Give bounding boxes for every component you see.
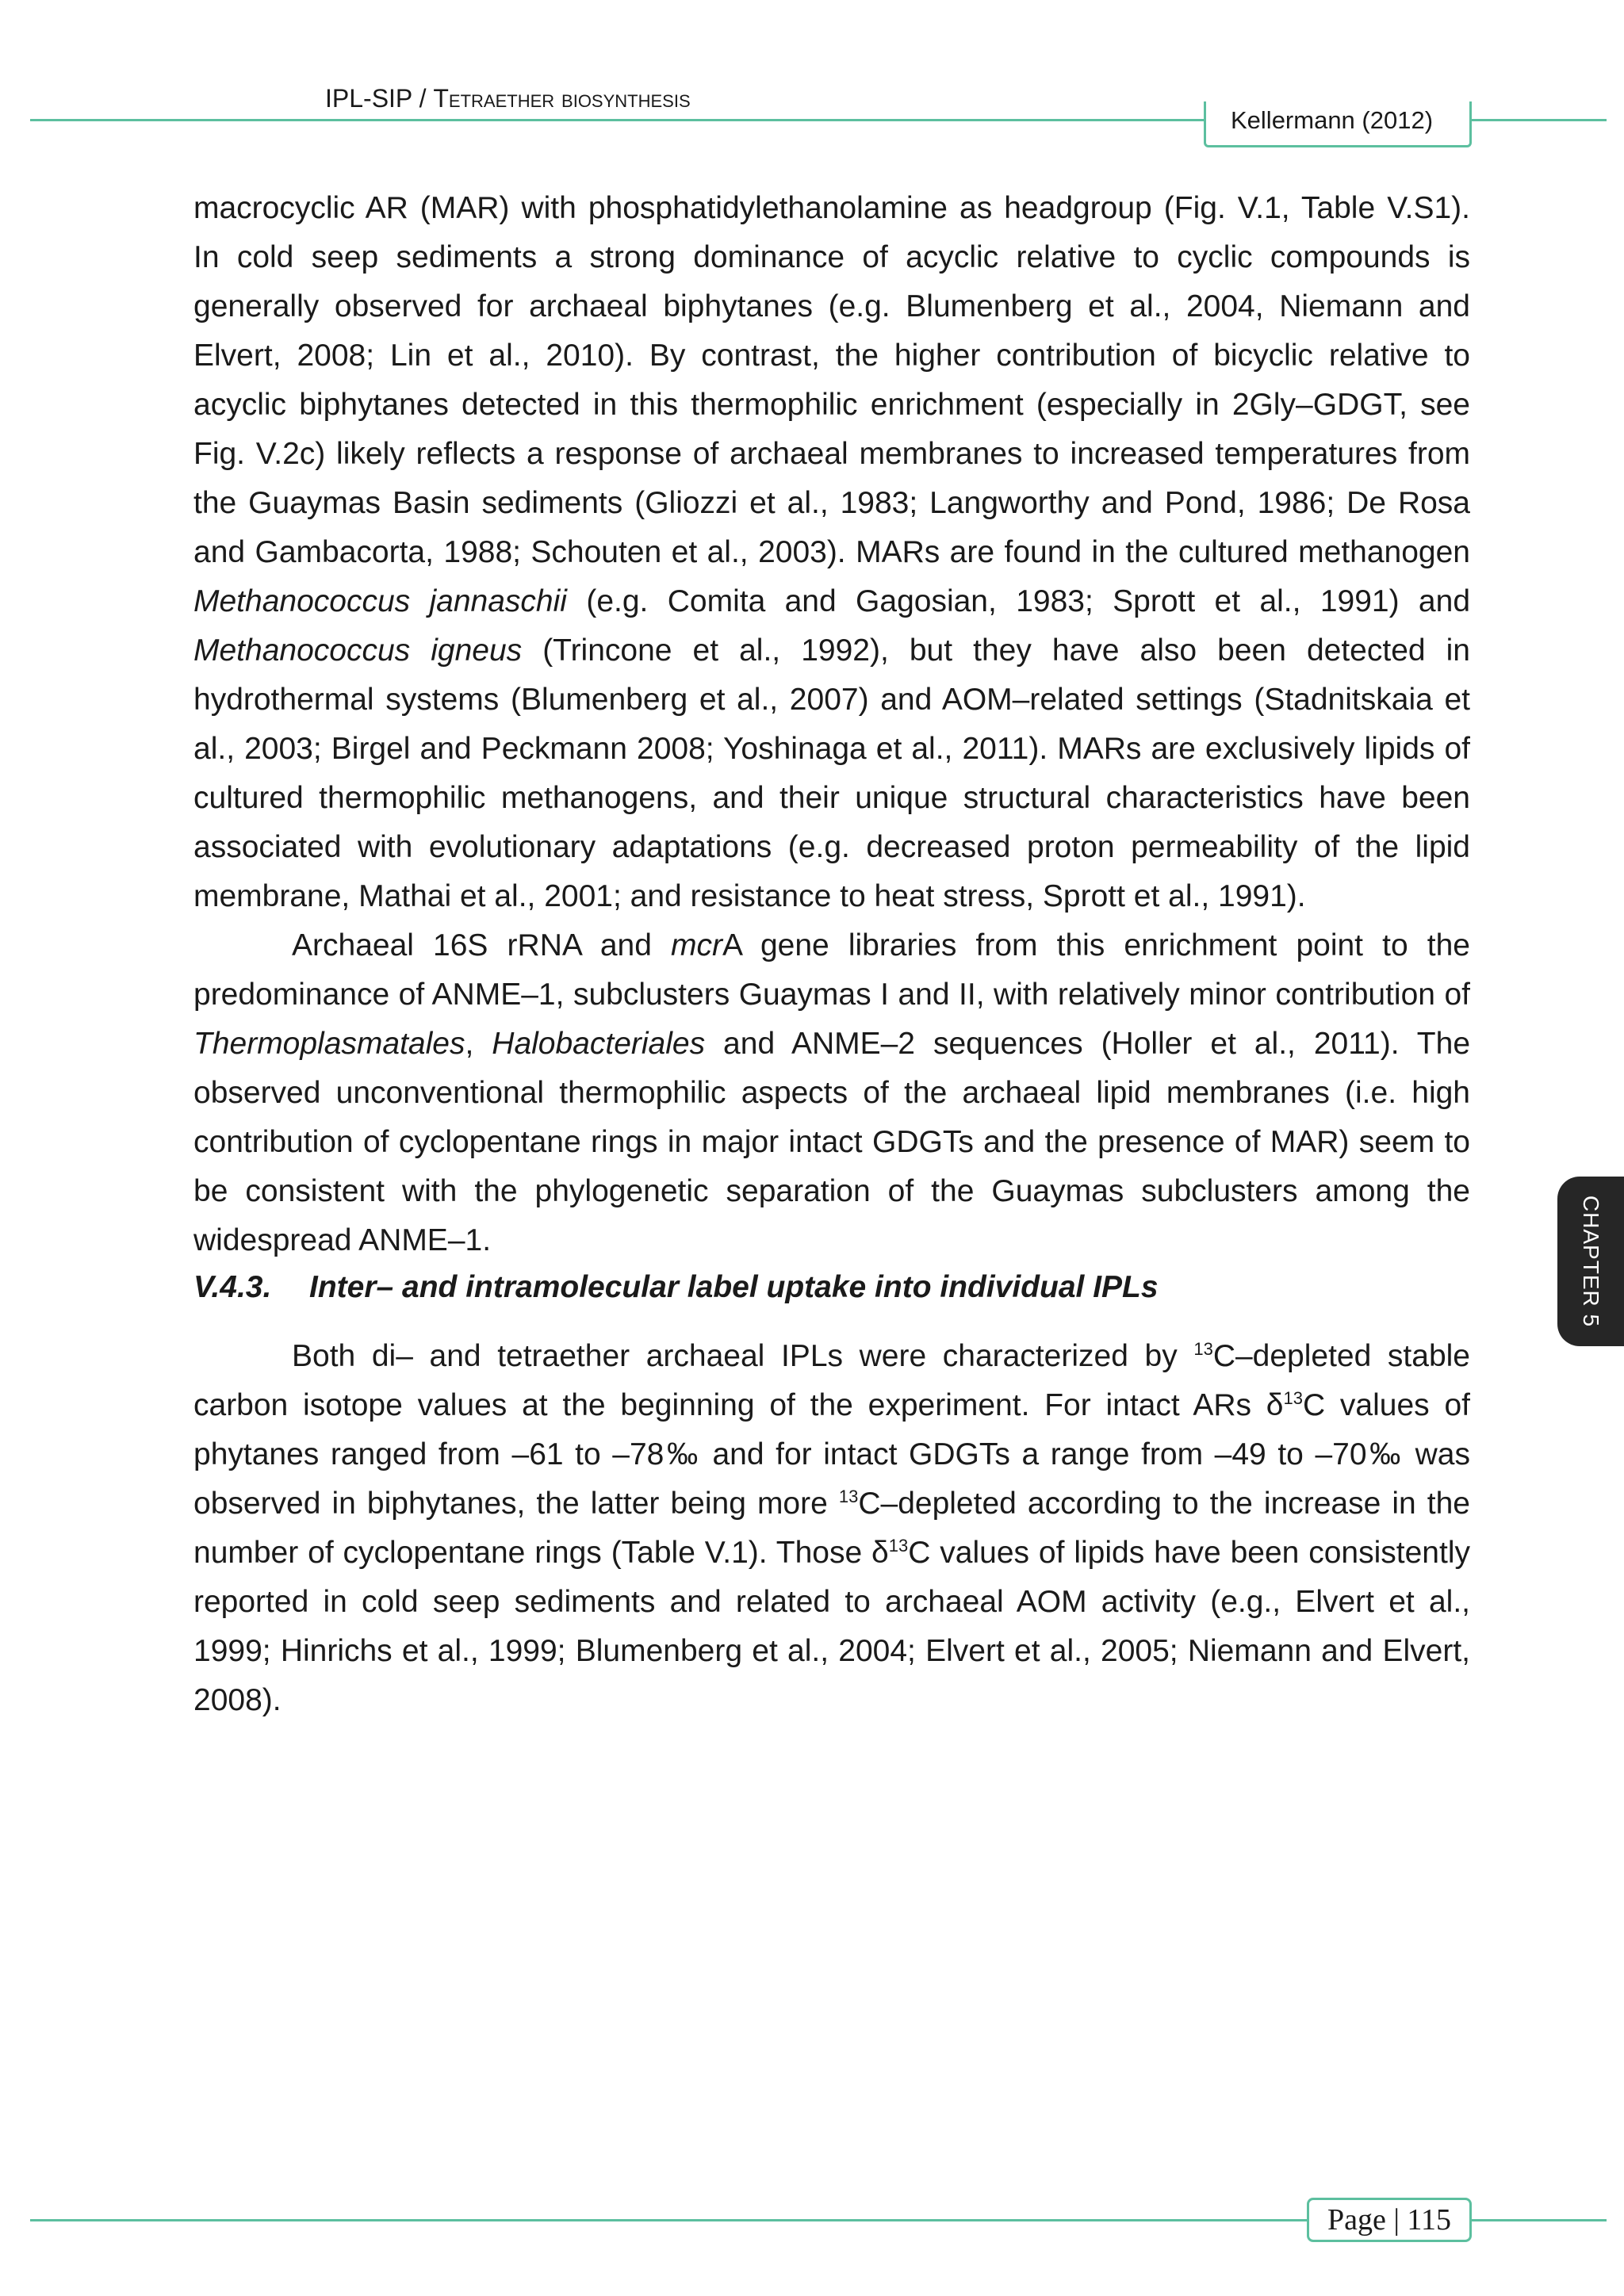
p3-text-2: C–depleted stable carbon isotope values at the beginning of the experiment. For intact ARs δ — [193, 1339, 1470, 1422]
p2-taxon-2: Halobacteriales — [492, 1027, 706, 1061]
footer-rule-right — [1472, 2219, 1607, 2221]
running-header-title — [325, 86, 691, 111]
p1-text-1: macrocyclic AR (MAR) with phosphatidylethanolamine as headgroup (Fig. V.1, Table V.S1). In cold seep sediments a strong dominance of acyclic relative to cyclic compounds is generally observed for archaeal biphytanes (e.g. Blumenberg et al., 2004, Niemann and Elvert, 2008; Lin et al., 2010). By contrast, the higher contribution of bicyclic relative to acyclic biphytanes detected in this thermophilic enrichment (especially in 2Gly–GDGT, see Fig. V.2c) likely reflects a response of archaeal membranes to increased temperatures from the Guaymas Basin sediments (Gliozzi et al., 1983; Langworthy and Pond, 1986; De Rosa and Gambacorta, 1988; Schouten et al., 2003). MARs are found in the cultured methanogen — [193, 191, 1470, 569]
p3-sup-4: 13 — [888, 1536, 909, 1556]
section-title: Inter– and intramolecular label uptake into individual IPLs — [309, 1270, 1159, 1304]
body-text-top — [193, 184, 1470, 1265]
p1-text-3: (Trincone et al., 1992), but they have also been detected in hydrothermal systems (Blumenberg et al., 2007) and AOM–related settings (Stadnitskaia et al., 2003; Birgel and Peckmann 2008; Yoshinaga et al., 2011). MARs are exclusively lipids of cultured thermophilic methanogens, and their unique structural characteristics have been associated with evolutionary adaptations (e.g. decreased proton permeability of the lipid membrane, Mathai et al., 2001; and resistance to heat stress, Sprott et al., 1991). — [193, 633, 1470, 913]
paragraph-2 — [193, 921, 1470, 1265]
p1-species-1: Methanococcus jannaschii — [193, 584, 567, 618]
p3-text-4: C–depleted according to the increase in the number of cyclopentane rings (Table V.1). Those δ — [193, 1487, 1470, 1570]
p3-sup-3: 13 — [838, 1487, 859, 1506]
section-number: V.4.3. — [193, 1270, 272, 1304]
p2-gene-name: mcr — [671, 928, 722, 962]
p3-sup-1: 13 — [1193, 1339, 1213, 1359]
p2-text-2: A gene libraries from this enrichment point to the predominance of ANME–1, subclusters Guaymas I and II, with relatively minor contribution of — [193, 928, 1470, 1012]
running-header-author: Kellermann (2012) — [1231, 106, 1434, 134]
p2-text-4: and ANME–2 sequences (Holler et al., 2011). The observed unconventional thermophilic aspects of the archaeal lipid membranes (i.e. high contribution of cyclopentane rings in major intact GDGTs and the presence of MAR) seem to be consistent with the phylogenetic separation of the Guaymas subclusters among the widespread ANME–1. — [193, 1027, 1471, 1257]
header-prefix: IPL-SIP / — [325, 84, 434, 113]
paragraph-3 — [193, 1332, 1470, 1725]
chapter-tab-label: CHAPTER 5 — [1579, 1195, 1603, 1328]
chapter-tab-label-wrap — [1557, 1177, 1624, 1346]
p3-sup-2: 13 — [1283, 1388, 1303, 1408]
p2-taxon-1: Thermoplasmatales — [193, 1027, 465, 1061]
header-rule-right — [1472, 119, 1607, 121]
p3-text-3: C values of phytanes ranged from –61 to –78‰ and for intact GDGTs a range from –49 to –70‰ was observed in biphytanes, the latter being more — [193, 1388, 1470, 1521]
p2-text-1: Archaeal 16S rRNA and — [292, 928, 672, 962]
section-heading — [193, 1270, 1159, 1305]
paragraph-1 — [193, 184, 1470, 921]
header-subtitle: Tetraether biosynthesis — [433, 84, 691, 113]
body-text-bottom — [193, 1332, 1470, 1725]
p1-species-2: Methanococcus igneus — [193, 633, 523, 668]
header-rule-left — [30, 119, 1204, 121]
p2-text-3: , — [465, 1027, 492, 1061]
p3-text-5: C values of lipids have been consistently reported in cold seep sediments and related to archaeal AOM activity (e.g., Elvert et al., 1999; Hinrichs et al., 1999; Blumenberg et al., 2004; Elvert et al., 2005; Niemann and Elvert, 2008). — [193, 1536, 1470, 1717]
page-number: Page | 115 — [1327, 2203, 1452, 2237]
footer-rule-left — [30, 2219, 1307, 2221]
p1-text-2: (e.g. Comita and Gagosian, 1983; Sprott et al., 1991) and — [566, 584, 1471, 618]
p3-text-1: Both di– and tetraether archaeal IPLs were characterized by — [292, 1339, 1194, 1373]
